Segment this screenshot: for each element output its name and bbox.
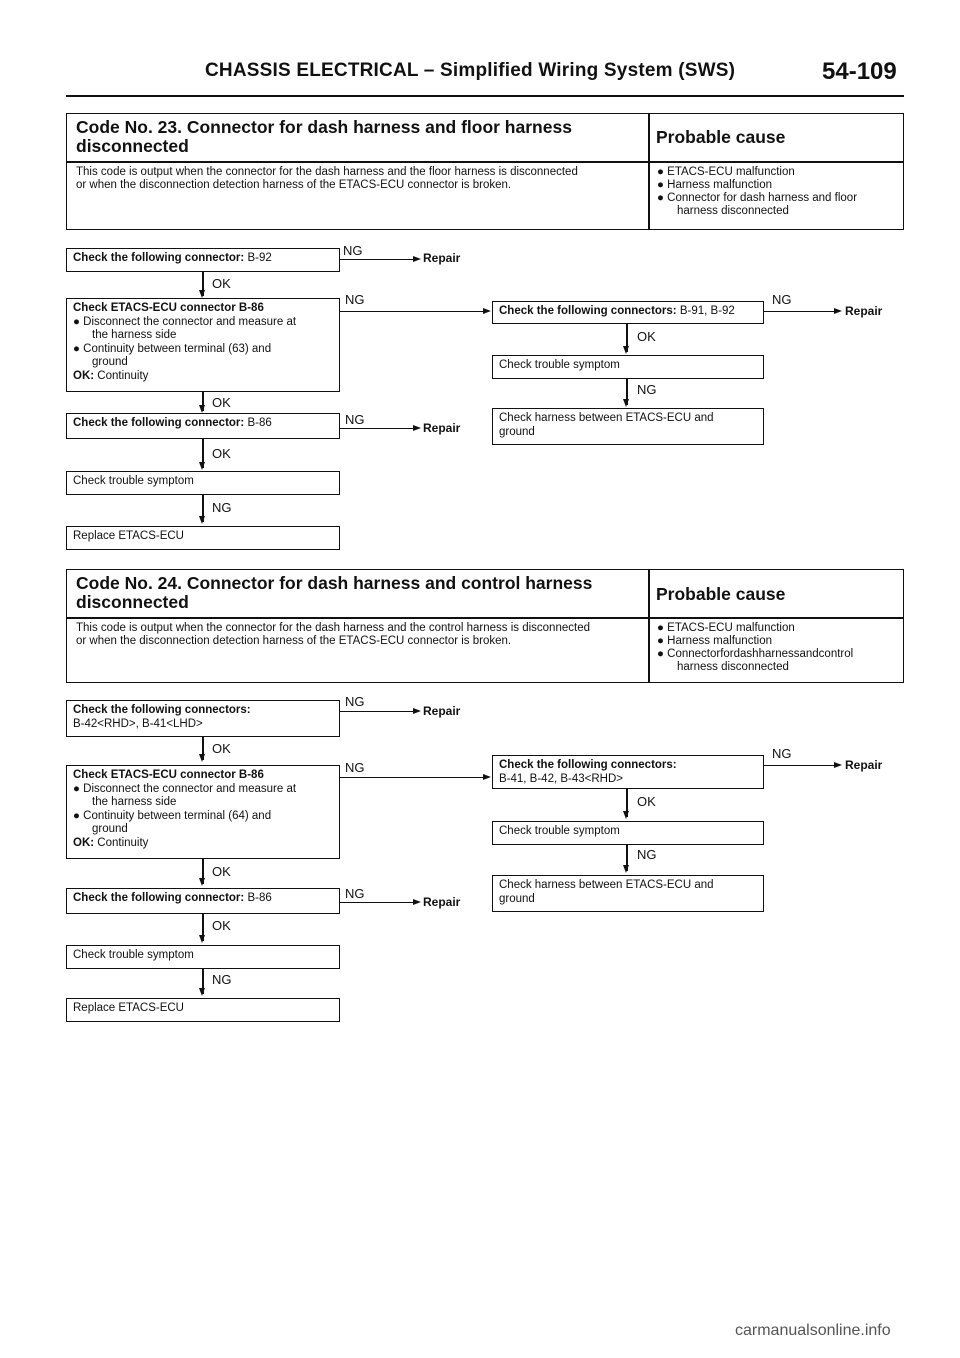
cause-item: ● Harness malfunction bbox=[657, 635, 772, 647]
c24-right2-box: Check trouble symptom bbox=[492, 821, 764, 845]
header-rule bbox=[66, 95, 904, 97]
code23-probable-cause-title: Probable cause bbox=[656, 127, 786, 147]
c24-step4-box: Check trouble symptom bbox=[66, 945, 340, 969]
code24-desc-1: This code is output when the connector for the dash harness and the control harness is disconnected bbox=[76, 622, 590, 634]
code23-desc-1: This code is output when the connector for the dash harness and the floor harness is disconnected bbox=[76, 166, 578, 178]
code23-causes bbox=[657, 166, 902, 218]
c24-step2-box: Check ETACS-ECU connector B-86 ● Disconnect the connector and measure at the harness side ● Continuity between terminal (64) and ground OK: Continuity bbox=[66, 765, 340, 859]
c23-step5-box: Replace ETACS-ECU bbox=[66, 526, 340, 550]
c24-step3-box: Check the following connector: B-86 bbox=[66, 888, 340, 914]
c23-step3-box: Check the following connector: B-86 bbox=[66, 413, 340, 439]
cause-item: ● ETACS-ECU malfunction bbox=[657, 622, 795, 634]
c24-step5-box: Replace ETACS-ECU bbox=[66, 998, 340, 1022]
page-number: 54-109 bbox=[822, 58, 897, 85]
code23-title-2: disconnected bbox=[76, 136, 189, 156]
code24-desc-2: or when the disconnection detection harness of the ETACS-ECU connector is broken. bbox=[76, 635, 512, 647]
c23-step2-box: Check ETACS-ECU connector B-86 ● Disconnect the connector and measure at the harness side ● Continuity between terminal (63) and ground OK: Continuity bbox=[66, 298, 340, 392]
c23-step4-box: Check trouble symptom bbox=[66, 471, 340, 495]
code24-probable-cause-title: Probable cause bbox=[656, 584, 786, 604]
code23-desc-2: or when the disconnection detection harness of the ETACS-ECU connector is broken. bbox=[76, 179, 512, 191]
cause-item: ● Connector for dash harness and floor bbox=[657, 192, 858, 204]
code24-causes bbox=[657, 622, 902, 674]
code23-title-1: Code No. 23. Connector for dash harness and floor harness bbox=[76, 117, 572, 137]
c23-right1-box: Check the following connectors: B-91, B-92 bbox=[492, 301, 764, 324]
cause-item: ● Harness malfunction bbox=[657, 179, 772, 191]
cause-item: ● ETACS-ECU malfunction bbox=[657, 166, 795, 178]
c24-right3-box: Check harness between ETACS-ECU and ground bbox=[492, 875, 764, 912]
code24-title-2: disconnected bbox=[76, 592, 189, 612]
page-header-title: CHASSIS ELECTRICAL – Simplified Wiring System (SWS) bbox=[205, 60, 736, 81]
cause-item: harness disconnected bbox=[677, 661, 789, 673]
c24-step1-box: Check the following connectors: B-42<RHD>, B-41<LHD> bbox=[66, 700, 340, 737]
c23-right3-box: Check harness between ETACS-ECU and ground bbox=[492, 408, 764, 445]
c23-right2-box: Check trouble symptom bbox=[492, 355, 764, 379]
code24-title-1: Code No. 24. Connector for dash harness and control harness bbox=[76, 573, 593, 593]
cause-item: harness disconnected bbox=[677, 205, 789, 217]
watermark: carmanualsonline.info bbox=[735, 1322, 891, 1339]
c23-step1-box: Check the following connector: B-92 bbox=[66, 248, 340, 272]
c24-right1-box: Check the following connectors: B-41, B-42, B-43<RHD> bbox=[492, 755, 764, 789]
cause-item: ● Connectorfordashharnessandcontrol bbox=[657, 648, 854, 660]
